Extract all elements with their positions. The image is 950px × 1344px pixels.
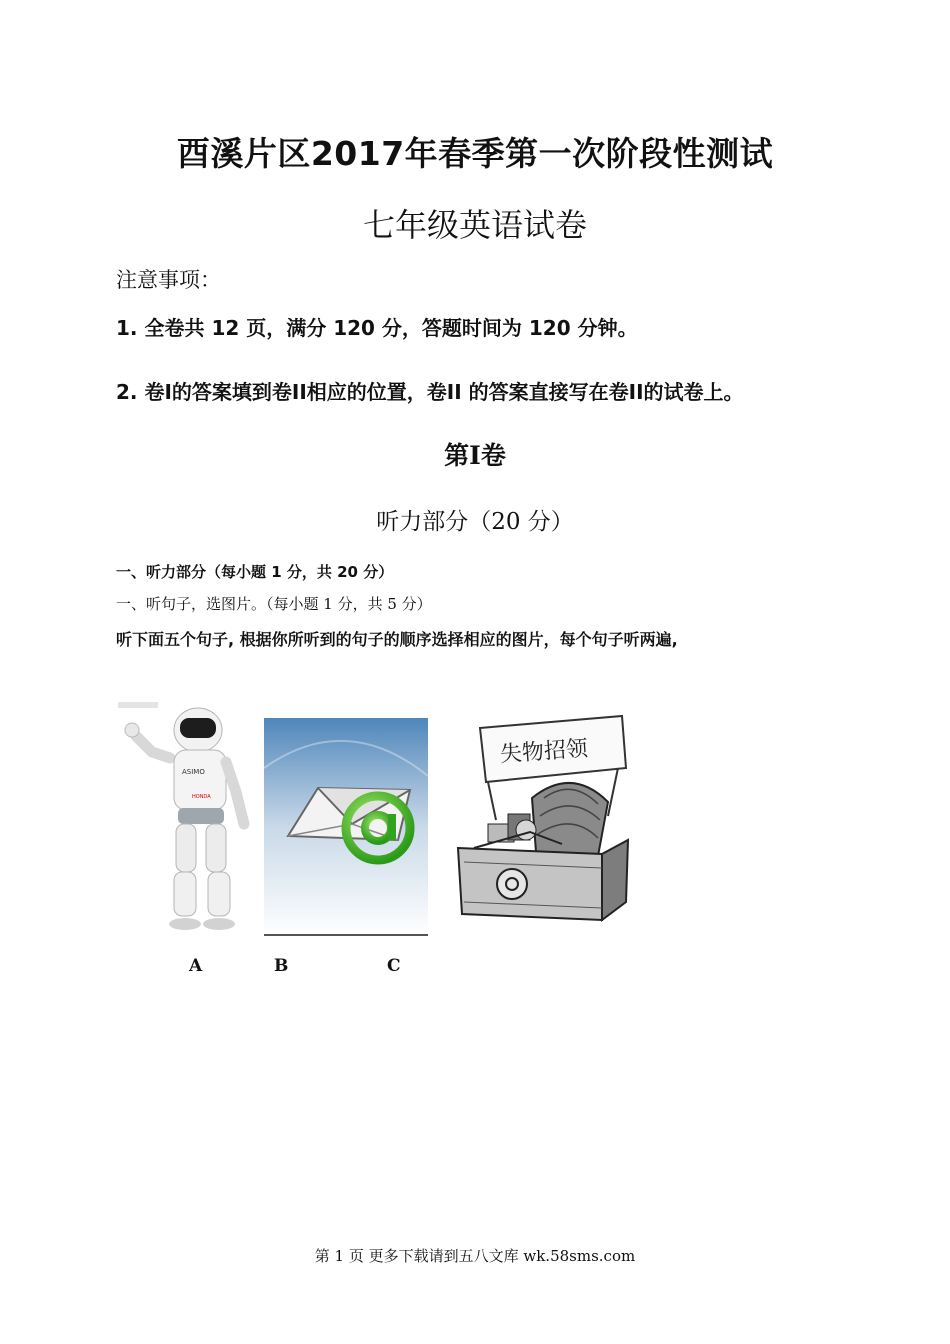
email-picture [264, 718, 428, 936]
picture-label-c: C [387, 956, 401, 976]
box-at-sign-icon [497, 869, 527, 899]
exam-title: 酉溪片区2017年春季第一次阶段性测试 [176, 134, 774, 173]
instruction-text: 听下面五个句子, 根据你所听到的句子的顺序选择相应的图片，每个句子听两遍, [116, 630, 678, 649]
robot-label: ASIMO [182, 768, 205, 776]
section-header: 一、听力部分（每小题 1 分，共 20 分） [116, 563, 394, 581]
notice-heading: 注意事项： [116, 268, 221, 292]
exam-subtitle: 七年级英语试卷 [362, 206, 587, 244]
robot-picture [112, 700, 252, 935]
picture-label-a: A [189, 956, 203, 976]
page-footer: 第 1 页 更多下载请到五八文库 wk.58sms.com [314, 1247, 636, 1265]
lost-and-found-sign: 失物招领 [499, 736, 589, 768]
sub-section-title: 一、听句子，选图片。（每小题 1 分，共 5 分） [116, 595, 432, 613]
notice-item-1: 1. 全卷共 12 页，满分 120 分，答题时间为 120 分钟。 [116, 316, 638, 340]
picture-label-b: B [274, 956, 289, 976]
notice-item-2: 2. 卷I的答案填到卷II相应的位置，卷II 的答案直接写在卷II的试卷上。 [116, 380, 744, 404]
listening-part-title: 听力部分（20 分） [376, 509, 574, 535]
volume-title: 第I卷 [444, 441, 506, 470]
lost-and-found-picture [452, 712, 638, 924]
robot-brand: HONDA [192, 794, 211, 800]
